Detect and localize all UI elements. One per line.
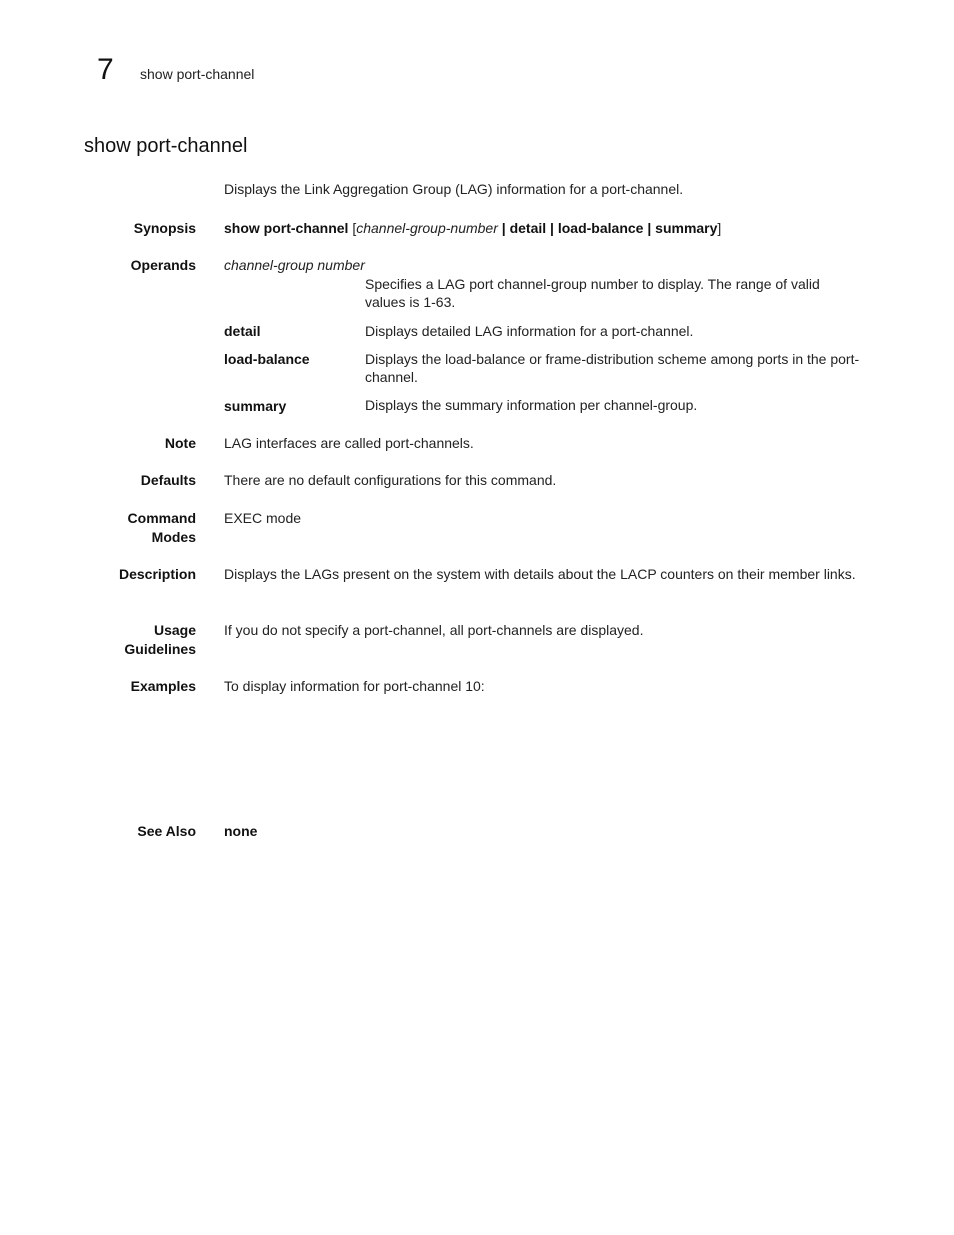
synopsis-separator: |	[501, 220, 506, 236]
usage-guidelines-text: If you do not specify a port-channel, all port-channels are displayed.	[224, 622, 644, 638]
note-label: Note	[164, 435, 196, 451]
operand-term: load-balance	[224, 351, 310, 367]
synopsis-separator: |	[550, 220, 554, 236]
defaults-text: There are no default configurations for this command.	[224, 472, 557, 488]
command-modes-label	[128, 509, 196, 547]
synopsis-opt-detail: detail	[509, 220, 547, 236]
operand-description: Displays the load-balance or frame-distribution scheme among ports in the port-channel.	[365, 351, 860, 385]
synopsis-opt-load-balance: load-balance	[557, 220, 644, 236]
see-also-label: See Also	[137, 823, 196, 839]
synopsis-command: show port-channel	[224, 220, 349, 236]
usage-guidelines-label-line: Usage	[153, 622, 196, 638]
command-modes-text: EXEC mode	[224, 510, 302, 526]
operand-term: summary	[224, 398, 287, 414]
defaults-label: Defaults	[140, 472, 196, 488]
synopsis-opt-summary: summary	[655, 220, 718, 236]
page-title: show port-channel	[84, 135, 248, 157]
see-also-text: none	[224, 823, 258, 839]
synopsis-line	[224, 219, 864, 237]
usage-guidelines-label-line: Guidelines	[124, 641, 196, 657]
operand-term: channel-group number	[224, 257, 365, 273]
operand-description: Specifies a LAG port channel-group number to display. The range of valid values is 1-63.	[365, 276, 820, 310]
intro-text: Displays the Link Aggregation Group (LAG) information for a port-channel.	[224, 181, 684, 197]
synopsis-label: Synopsis	[133, 220, 196, 236]
description-label: Description	[118, 566, 196, 582]
examples-text: To display information for port-channel 10:	[224, 678, 485, 694]
synopsis-separator: |	[647, 220, 652, 236]
usage-guidelines-label	[124, 621, 196, 659]
operand-description: Displays detailed LAG information for a port-channel.	[365, 323, 694, 339]
examples-label: Examples	[130, 678, 196, 694]
operand-description: Displays the summary information per channel-group.	[365, 397, 698, 413]
synopsis-open-bracket: [	[352, 220, 357, 236]
description-text: Displays the LAGs present on the system with details about the LACP counters on their member links.	[224, 566, 856, 582]
operands-label: Operands	[130, 257, 196, 273]
command-modes-label-line: Command	[127, 510, 196, 526]
command-modes-label-line: Modes	[151, 529, 196, 545]
synopsis-arg: channel-group-number	[356, 220, 498, 236]
chapter-number: 7	[97, 53, 114, 86]
synopsis-close-bracket: ]	[717, 220, 722, 236]
operand-term: detail	[224, 323, 261, 339]
note-text: LAG interfaces are called port-channels.	[224, 435, 474, 451]
running-header-title: show port-channel	[140, 66, 255, 82]
